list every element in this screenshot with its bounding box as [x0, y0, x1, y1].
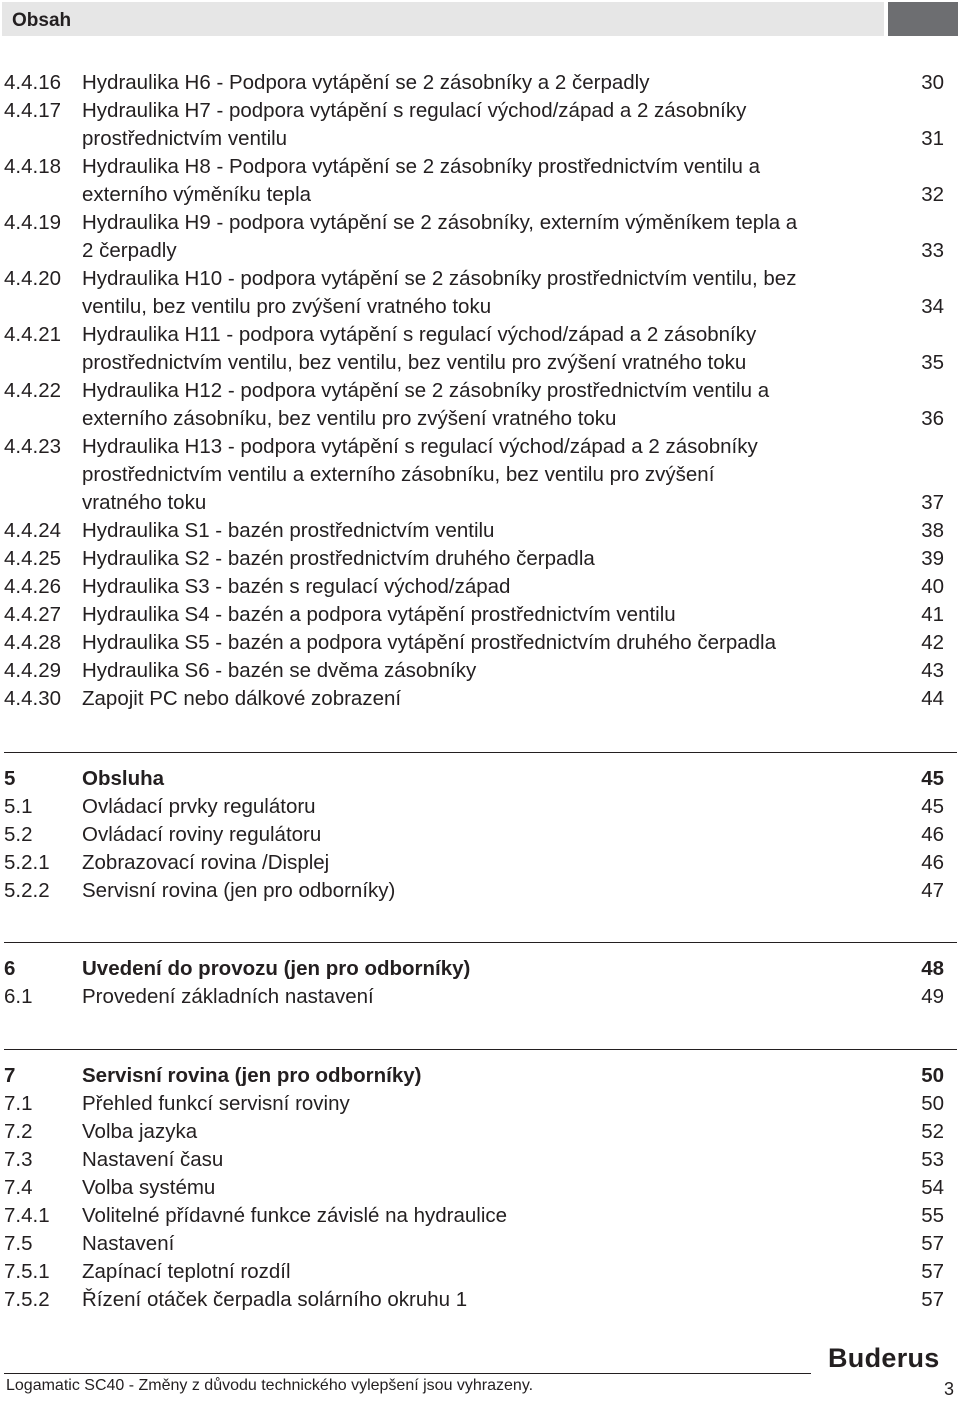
toc-entry-number: 7.5.1	[4, 1260, 50, 1283]
toc-entry-page: 45	[921, 795, 944, 818]
toc-entry-title: Hydraulika H6 - Podpora vytápění se 2 zásobníky a 2 čerpadly	[82, 71, 650, 94]
footer-divider	[4, 1373, 811, 1374]
toc-entry-number: 4.4.28	[4, 631, 61, 654]
toc-entry-title: Hydraulika H12 - podpora vytápění se 2 zásobníky prostřednictvím ventilu a externího zásobníku, bez ventilu pro zvýšení vratného toku	[82, 379, 770, 430]
toc-entry-page: 52	[921, 1120, 944, 1143]
toc-entry[interactable]	[4, 955, 944, 983]
toc-entry[interactable]	[4, 1286, 944, 1314]
toc-entry[interactable]	[4, 517, 944, 545]
toc-entry-page: 38	[921, 519, 944, 542]
toc-entry-title: Hydraulika S6 - bazén se dvěma zásobníky	[82, 659, 477, 682]
toc-entry-number: 4.4.19	[4, 211, 61, 234]
toc-entry-page: 43	[921, 659, 944, 682]
toc-entry-page: 46	[921, 823, 944, 846]
page-title: Obsah	[12, 10, 72, 31]
toc-entry[interactable]	[4, 685, 944, 713]
toc-entry[interactable]	[4, 601, 944, 629]
toc-entry-number: 4.4.20	[4, 267, 61, 290]
toc-entry-title: Hydraulika H7 - podpora vytápění s regulací východ/západ a 2 zásobníky prostřednictvím ventilu	[82, 99, 747, 150]
toc-entry-page: 57	[921, 1232, 944, 1255]
section-divider	[4, 1049, 957, 1050]
toc-entry-number: 7.5.2	[4, 1288, 50, 1311]
toc-entry-number: 7	[4, 1064, 16, 1087]
footer-note: Logamatic SC40 - Změny z důvodu technického vylepšení jsou vyhrazeny.	[6, 1377, 534, 1394]
toc-entry-title: Hydraulika H10 - podpora vytápění se 2 zásobníky prostřednictvím ventilu, bez ventilu, bez ventilu pro zvýšení vratného toku	[82, 267, 797, 318]
section-divider	[4, 942, 957, 943]
toc-entry[interactable]	[4, 377, 944, 433]
toc-entry-page: 37	[921, 491, 944, 514]
toc-entry-title: Obsluha	[82, 767, 165, 790]
toc-entry-page: 35	[921, 351, 944, 374]
toc-entry-number: 4.4.29	[4, 659, 61, 682]
toc-entry[interactable]	[4, 153, 944, 209]
toc-subsection-list	[4, 69, 944, 713]
toc-entry-number: 5.2	[4, 823, 33, 846]
toc-entry-number: 6	[4, 957, 16, 980]
toc-entry-title: Servisní rovina (jen pro odborníky)	[82, 1064, 422, 1087]
toc-entry-number: 4.4.27	[4, 603, 61, 626]
toc-entry[interactable]	[4, 1258, 944, 1286]
toc-entry-title: Provedení základních nastavení	[82, 985, 374, 1008]
toc-entry[interactable]	[4, 983, 944, 1011]
toc-entry-title: Řízení otáček čerpadla solárního okruhu 1	[82, 1288, 468, 1311]
toc-entry-title: Hydraulika H11 - podpora vytápění s regulací východ/západ a 2 zásobníky prostřednictvím ventilu, bez ventilu, bez ventilu pro zvýšení vratného toku	[82, 323, 757, 374]
toc-entry-number: 4.4.17	[4, 99, 61, 122]
toc-entry-page: 50	[921, 1092, 944, 1115]
toc-entry-number: 4.4.25	[4, 547, 61, 570]
toc-entry-number: 4.4.21	[4, 323, 61, 346]
toc-entry-number: 4.4.18	[4, 155, 61, 178]
toc-entry-title: Hydraulika H9 - podpora vytápění se 2 zásobníky, externím výměníkem tepla a 2 čerpadly	[82, 211, 798, 262]
toc-entry-title: Zobrazovací rovina /Displej	[82, 851, 330, 874]
toc-entry-page: 48	[921, 957, 944, 980]
toc-entry-title: Servisní rovina (jen pro odborníky)	[82, 879, 396, 902]
section-divider	[4, 752, 957, 753]
toc-entry-title: Přehled funkcí servisní roviny	[82, 1092, 350, 1115]
toc-chapter-5	[4, 765, 944, 905]
toc-entry-number: 4.4.16	[4, 71, 61, 94]
toc-entry-title: Hydraulika S5 - bazén a podpora vytápění prostřednictvím druhého čerpadla	[82, 631, 776, 654]
toc-entry-page: 55	[921, 1204, 944, 1227]
toc-entry-number: 4.4.30	[4, 687, 61, 710]
page-number: 3	[943, 1379, 954, 1399]
toc-entry-page: 47	[921, 879, 944, 902]
toc-entry-page: 34	[921, 295, 944, 318]
toc-entry-number: 5.2.1	[4, 851, 50, 874]
toc-entry-page: 46	[921, 851, 944, 874]
toc-entry[interactable]	[4, 545, 944, 573]
toc-entry-page: 57	[921, 1288, 944, 1311]
toc-entry[interactable]	[4, 573, 944, 601]
toc-entry-title: Hydraulika H13 - podpora vytápění s regulací východ/západ a 2 zásobníky prostřednictvím ventilu a externího zásobníku, bez ventilu pro zvýšení vratného toku	[82, 435, 758, 514]
toc-entry-number: 5	[4, 767, 16, 790]
toc-entry-number: 7.3	[4, 1148, 33, 1171]
toc-entry-title: Hydraulika S4 - bazén a podpora vytápění prostřednictvím ventilu	[82, 603, 676, 626]
toc-entry-page: 41	[921, 603, 944, 626]
toc-entry[interactable]	[4, 321, 944, 377]
toc-entry-number: 7.1	[4, 1092, 33, 1115]
toc-entry-page: 54	[921, 1176, 944, 1199]
toc-entry[interactable]	[4, 1062, 944, 1090]
toc-entry-page: 44	[921, 687, 944, 710]
toc-entry[interactable]	[4, 849, 944, 877]
toc-entry-page: 39	[921, 547, 944, 570]
toc-entry-title: Hydraulika S2 - bazén prostřednictvím druhého čerpadla	[82, 547, 595, 570]
toc-entry-title: Nastavení času	[82, 1148, 224, 1171]
toc-entry-page: 32	[921, 183, 944, 206]
toc-entry[interactable]	[4, 1174, 944, 1202]
toc-entry-title: Zapojit PC nebo dálkové zobrazení	[82, 687, 402, 710]
toc-entry[interactable]	[4, 765, 944, 793]
toc-entry[interactable]	[4, 1118, 944, 1146]
toc-entry[interactable]	[4, 69, 944, 97]
toc-entry-title: Ovládací prvky regulátoru	[82, 795, 316, 818]
toc-entry-page: 31	[921, 127, 944, 150]
toc-entry-page: 40	[921, 575, 944, 598]
toc-entry-title: Volba systému	[82, 1176, 216, 1199]
toc-entry-title: Ovládací roviny regulátoru	[82, 823, 322, 846]
toc-entry[interactable]	[4, 265, 944, 321]
toc-entry-number: 7.5	[4, 1232, 33, 1255]
toc-entry[interactable]	[4, 1146, 944, 1174]
toc-entry-number: 5.2.2	[4, 879, 50, 902]
toc-entry[interactable]	[4, 629, 944, 657]
toc-chapter-6	[4, 955, 944, 1011]
toc-entry-number: 4.4.26	[4, 575, 61, 598]
toc-entry[interactable]	[4, 1230, 944, 1258]
toc-entry[interactable]	[4, 877, 944, 905]
toc-entry-title: Uvedení do provozu (jen pro odborníky)	[82, 957, 471, 980]
toc-entry-title: Nastavení	[82, 1232, 175, 1255]
toc-entry-title: Volba jazyka	[82, 1120, 198, 1143]
buderus-logo: Buderus	[828, 1343, 940, 1373]
toc-entry-number: 4.4.23	[4, 435, 61, 458]
toc-entry[interactable]	[4, 657, 944, 685]
header-bar	[2, 2, 884, 36]
toc-entry-page: 36	[921, 407, 944, 430]
toc-entry-number: 7.4.1	[4, 1204, 50, 1227]
toc-entry[interactable]	[4, 821, 944, 849]
toc-entry-title: Hydraulika H8 - Podpora vytápění se 2 zásobníky prostřednictvím ventilu a externího výměníku tepla	[82, 155, 760, 206]
toc-entry-number: 7.4	[4, 1176, 33, 1199]
toc-entry-page: 50	[921, 1064, 944, 1087]
toc-entry-page: 49	[921, 985, 944, 1008]
toc-entry-page: 57	[921, 1260, 944, 1283]
toc-entry-title: Zapínací teplotní rozdíl	[82, 1260, 291, 1283]
toc-entry-page: 42	[921, 631, 944, 654]
toc-entry[interactable]	[4, 209, 944, 265]
toc-entry-page: 33	[921, 239, 944, 262]
toc-entry-page: 45	[921, 767, 944, 790]
toc-entry[interactable]	[4, 1202, 944, 1230]
toc-entry-page: 30	[921, 71, 944, 94]
toc-entry-page: 53	[921, 1148, 944, 1171]
toc-entry-number: 4.4.22	[4, 379, 61, 402]
toc-entry-number: 7.2	[4, 1120, 33, 1143]
toc-entry-number: 6.1	[4, 985, 33, 1008]
toc-entry[interactable]	[4, 433, 944, 517]
toc-entry[interactable]	[4, 1090, 944, 1118]
header-accent-block	[888, 2, 958, 36]
toc-entry-number: 4.4.24	[4, 519, 61, 542]
toc-entry[interactable]	[4, 97, 944, 153]
toc-entry[interactable]	[4, 793, 944, 821]
toc-entry-number: 5.1	[4, 795, 33, 818]
toc-entry-title: Volitelné přídavné funkce závislé na hydraulice	[82, 1204, 508, 1227]
toc-entry-title: Hydraulika S3 - bazén s regulací východ/západ	[82, 575, 511, 598]
toc-entry-title: Hydraulika S1 - bazén prostřednictvím ventilu	[82, 519, 495, 542]
toc-chapter-7	[4, 1062, 944, 1314]
